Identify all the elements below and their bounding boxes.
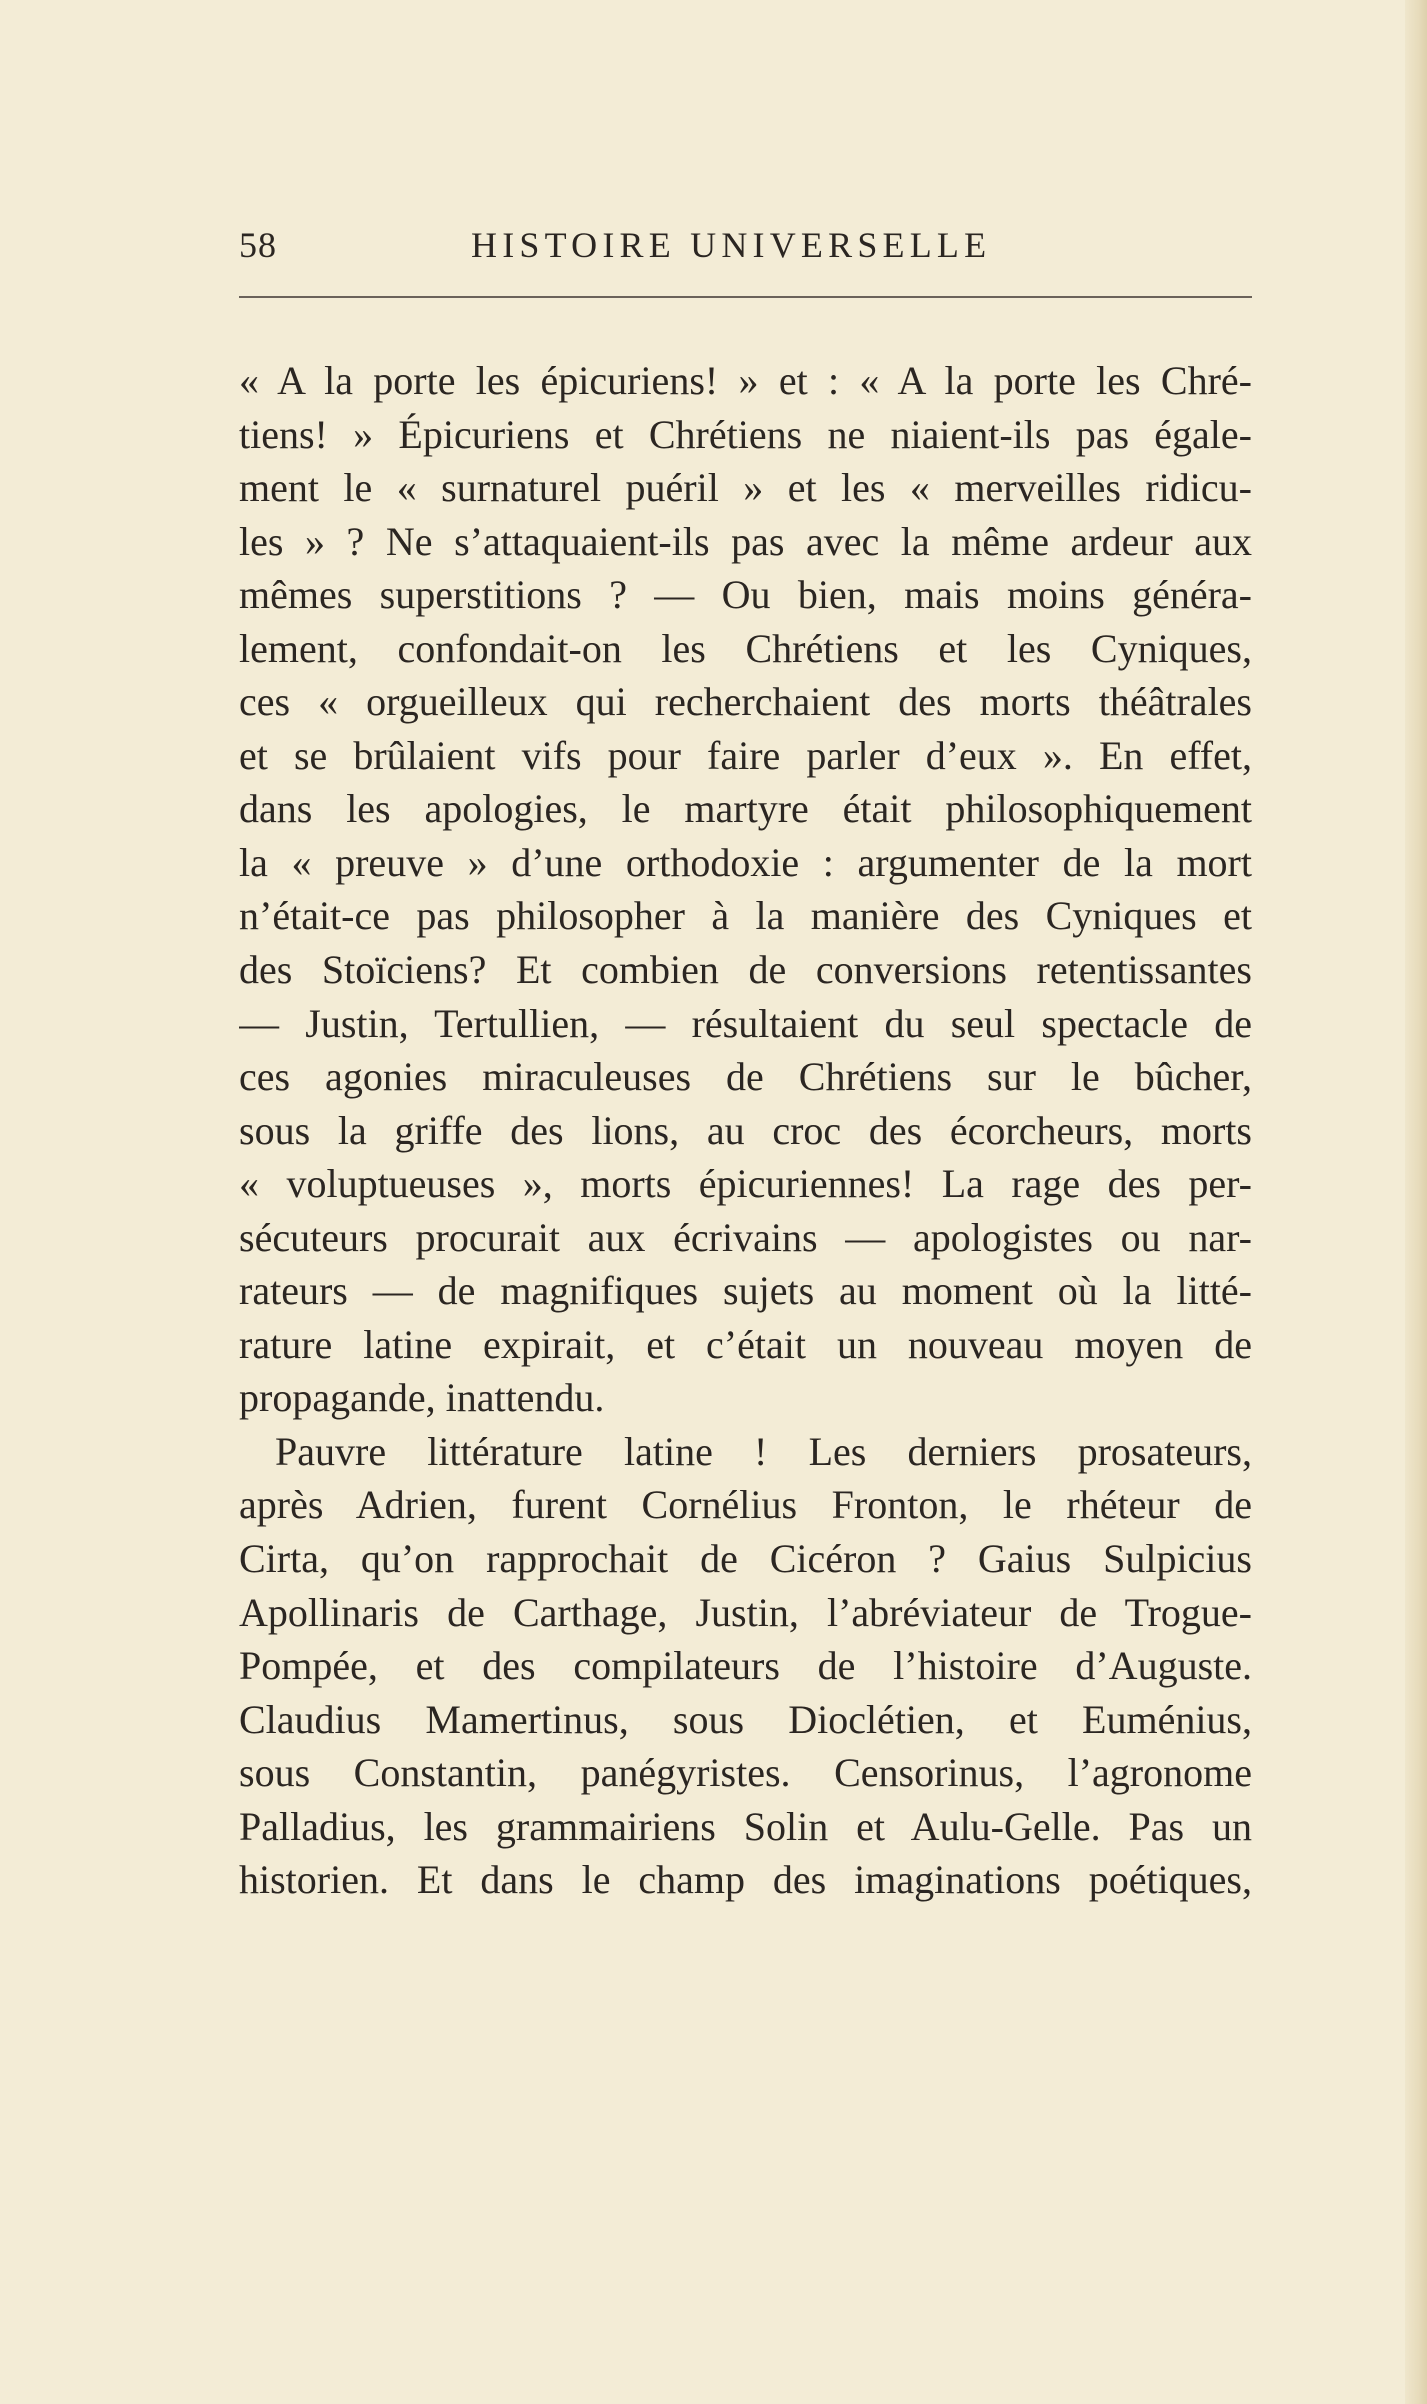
- text-line: tiens! » Épicuriens et Chrétiens ne niaient-ils pas égale-: [239, 411, 1252, 457]
- text-line: — Justin, Tertullien, — résultaient du seul spectacle de: [239, 1000, 1252, 1046]
- text-line: « A la porte les épicuriens! » et : « A la porte les Chré-: [239, 358, 1252, 403]
- text-line: lement, confondait-on les Chrétiens et les Cyniques,: [239, 625, 1252, 671]
- text-line: mêmes superstitions ? — Ou bien, mais moins généra-: [239, 572, 1252, 618]
- text-line: « voluptueuses », morts épicuriennes! La rage des per-: [239, 1161, 1252, 1207]
- text-line: ces agonies miraculeuses de Chrétiens sur le bûcher,: [239, 1054, 1252, 1100]
- text-line: et se brûlaient vifs pour faire parler d’eux ». En effet,: [239, 732, 1252, 778]
- text-line: Apollinaris de Carthage, Justin, l’abréviateur de Trogue-: [239, 1589, 1252, 1635]
- text-line: Pompée, et des compilateurs de l’histoire d’Auguste.: [239, 1643, 1252, 1689]
- text-line: dans les apologies, le martyre était philosophiquement: [239, 786, 1252, 832]
- body-text: [239, 354, 1252, 1907]
- text-line: Cirta, qu’on rapprochait de Cicéron ? Gaius Sulpicius: [239, 1536, 1252, 1582]
- text-line: historien. Et dans le champ des imaginations poétiques,: [239, 1857, 1252, 1903]
- text-line: Palladius, les grammairiens Solin et Aulu-Gelle. Pas un: [239, 1803, 1252, 1849]
- text-line: sous Constantin, panégyristes. Censorinus, l’agronome: [239, 1750, 1252, 1796]
- running-title: HISTOIRE UNIVERSELLE: [471, 225, 992, 265]
- text-line: n’était-ce pas philosopher à la manière des Cyniques et: [239, 893, 1252, 939]
- header-rule: [239, 296, 1252, 298]
- text-line: la « preuve » d’une orthodoxie : argumenter de la mort: [239, 839, 1252, 885]
- text-line: ment le « surnaturel puéril » et les « merveilles ridicu-: [239, 465, 1252, 511]
- text-line: les » ? Ne s’attaquaient-ils pas avec la même ardeur aux: [239, 518, 1252, 564]
- paragraph-first-line: Pauvre littérature latine ! Les derniers prosateurs,: [275, 1428, 1252, 1474]
- page-edge-shadow: [1405, 0, 1427, 2404]
- paragraph-last-line: propagande, inattendu.: [239, 1375, 605, 1421]
- text-line: des Stoïciens? Et combien de conversions retentissantes: [239, 947, 1252, 993]
- text-line: rature latine expirait, et c’était un nouveau moyen de: [239, 1321, 1252, 1367]
- text-line: Claudius Mamertinus, sous Dioclétien, et Euménius,: [239, 1696, 1252, 1742]
- text-line: sous la griffe des lions, au croc des écorcheurs, morts: [239, 1107, 1252, 1153]
- text-line: rateurs — de magnifiques sujets au moment où la litté-: [239, 1268, 1252, 1314]
- text-line: sécuteurs procurait aux écrivains — apologistes ou nar-: [239, 1214, 1252, 1260]
- text-line: après Adrien, furent Cornélius Fronton, le rhéteur de: [239, 1482, 1252, 1528]
- page-number: 58: [239, 225, 277, 265]
- text-line: ces « orgueilleux qui recherchaient des morts théâtrales: [239, 679, 1252, 725]
- page-header: [239, 222, 1252, 268]
